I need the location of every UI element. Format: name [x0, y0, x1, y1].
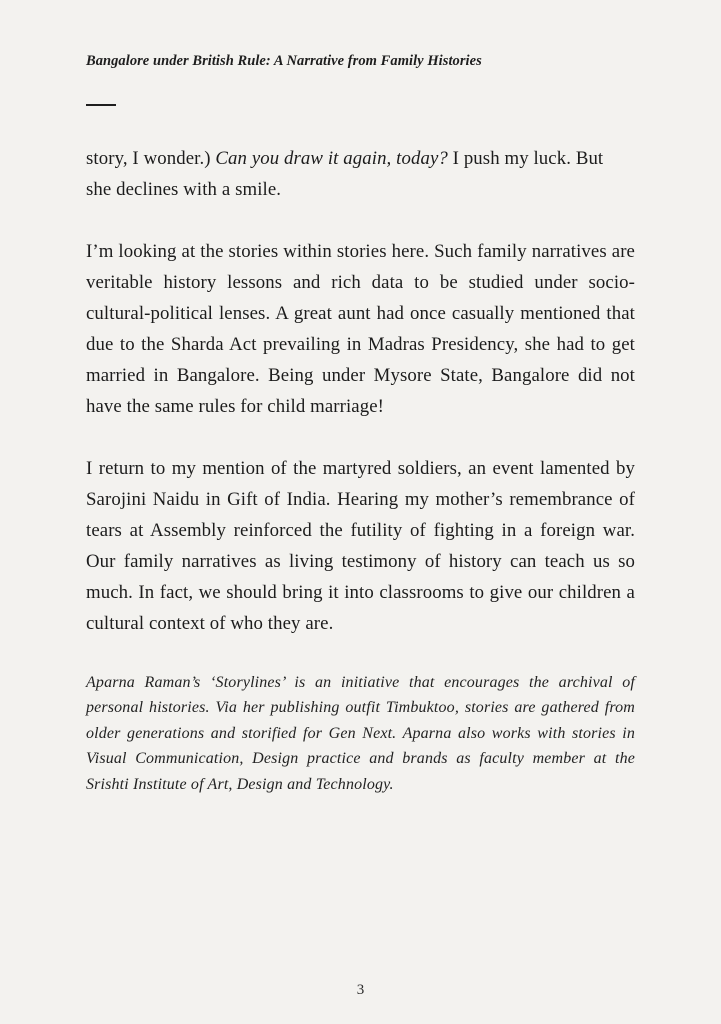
paragraph-1-italic-question: Can you draw it again, today? — [215, 148, 448, 169]
paragraph-1 — [86, 143, 635, 205]
paragraph-1-text-end: I push my luck. But — [447, 148, 604, 169]
paragraph-3: I return to my mention of the martyred soldiers, an event lamented by Sarojini Naidu in Gift of India. Hearing my mother’s remembrance of tears at Assembly reinforced the futility of fighting in a foreign war. Our family narratives as living testimony of history can teach us so much. In fact, we should bring it into classrooms to give our children a cultural context of who they are. — [86, 458, 635, 634]
paragraph-1-text-start: story, I wonder.) — [86, 148, 216, 169]
running-header-title: Bangalore under British Rule: A Narrative from Family Histories — [86, 53, 482, 69]
paragraph-1-second-line: she declines with a smile. — [86, 179, 282, 200]
header-rule — [86, 104, 116, 106]
article-body — [86, 143, 635, 797]
paragraph-2: I’m looking at the stories within stories here. Such family narratives are veritable history lessons and rich data to be studied under socio-cultural-political lenses. A great aunt had once casually mentioned that due to the Sharda Act prevailing in Madras Presidency, she had to get married in Bangalore. Being under Mysore State, Bangalore did not have the same rules for child marriage! — [86, 241, 635, 417]
author-bio: Aparna Raman’s ‘Storylines’ is an initiative that encourages the archival of personal histories. Via her publishing outfit Timbuktoo, stories are gathered from older generations and storified for Gen Next. Aparna also works with stories in Visual Communication, Design practice and brands as faculty member at the Srishti Institute of Art, Design and Technology. — [86, 674, 635, 793]
page-number: 3 — [356, 982, 365, 998]
